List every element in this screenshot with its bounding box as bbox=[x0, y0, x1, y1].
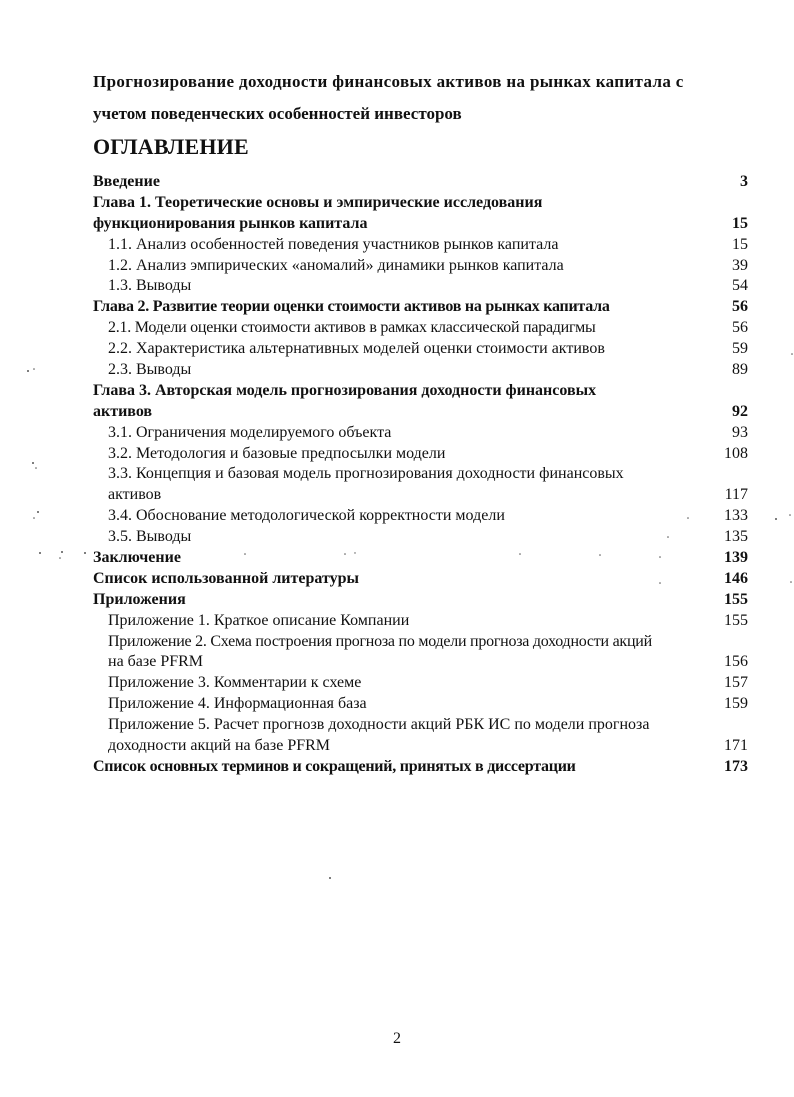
toc-entry-text: 3.2. Методология и базовые предпосылки модели bbox=[108, 444, 446, 462]
toc-entry-text: доходности акций на базе PFRM bbox=[108, 737, 331, 755]
toc-entry-text: Заключение bbox=[93, 549, 181, 567]
toc-entry-2-2 bbox=[93, 339, 748, 360]
toc-entry-3-3 bbox=[93, 464, 748, 485]
toc-entry-glossary bbox=[93, 757, 748, 778]
toc-entry-1-3 bbox=[93, 276, 748, 297]
toc-entry-page: 171 bbox=[724, 737, 748, 755]
toc-entry-page: 93 bbox=[732, 423, 748, 441]
toc-entry-appendix-4 bbox=[93, 694, 748, 715]
toc-entry-page: 135 bbox=[724, 528, 748, 546]
toc-entry-2-3 bbox=[93, 360, 748, 381]
toc-entry-page: 155 bbox=[724, 611, 748, 629]
toc-entry-3-4 bbox=[93, 506, 748, 527]
toc-entry-appendices bbox=[93, 590, 748, 611]
toc-entry-3-1 bbox=[93, 423, 748, 444]
toc-entry-text: Список основных терминов и сокращений, принятых в диссертации bbox=[93, 757, 576, 775]
toc-entry-appendix-2-cont bbox=[93, 652, 748, 673]
toc-entry-appendix-5-cont bbox=[93, 736, 748, 757]
toc-heading: ОГЛАВЛЕНИЕ bbox=[93, 134, 249, 159]
toc-entry-page: 39 bbox=[732, 256, 748, 274]
toc-entry-page: 173 bbox=[724, 757, 748, 775]
toc-entry-2-1 bbox=[93, 318, 748, 339]
toc-entry-text: 2.1. Модели оценки стоимости активов в рамках классической парадигмы bbox=[108, 319, 596, 337]
toc-entry-page: 15 bbox=[732, 214, 748, 232]
toc-entry-page: 56 bbox=[732, 319, 748, 337]
toc-entry-text: Приложение 4. Информационная база bbox=[108, 695, 367, 713]
toc-entry-1-2 bbox=[93, 256, 748, 277]
toc-entry-page: 54 bbox=[732, 277, 748, 295]
toc-entry-text: Приложение 3. Комментарии к схеме bbox=[108, 674, 362, 692]
toc-entry-text: 3.1. Ограничения моделируемого объекта bbox=[108, 423, 392, 441]
toc-entry-page: 56 bbox=[732, 298, 748, 316]
toc-entry-page: 159 bbox=[724, 695, 748, 713]
page-number: 2 bbox=[393, 1030, 401, 1047]
toc-entry-text: Приложения bbox=[93, 590, 186, 608]
toc-entry-appendix-1 bbox=[93, 611, 748, 632]
toc-entry-chapter-3-cont bbox=[93, 402, 748, 423]
toc-entry-page: 133 bbox=[724, 507, 748, 525]
toc-entry-introduction bbox=[93, 172, 748, 193]
toc-entry-text: активов bbox=[93, 402, 153, 420]
toc-entry-page: 139 bbox=[724, 549, 748, 567]
toc-entry-text: 1.2. Анализ эмпирических «аномалий» динамики рынков капитала bbox=[108, 256, 564, 274]
toc-entry-references bbox=[93, 569, 748, 590]
toc-entry-appendix-3 bbox=[93, 673, 748, 694]
toc-entry-page: 157 bbox=[724, 674, 748, 692]
toc-entry-1-1 bbox=[93, 235, 748, 256]
toc-entry-text: Приложение 5. Расчет прогнозв доходности акций РБК ИС по модели прогноза bbox=[108, 716, 650, 734]
toc-entry-text: Глава 3. Авторская модель прогнозирования доходности финансовых bbox=[93, 381, 597, 399]
toc-entry-page: 15 bbox=[732, 235, 748, 253]
toc-entry-text: 3.4. Обоснование методологической корректности модели bbox=[108, 507, 505, 525]
toc-entry-conclusion bbox=[93, 548, 748, 569]
toc-entry-text: Приложение 2. Схема построения прогноза по модели прогноза доходности акций bbox=[108, 632, 652, 650]
toc-entry-page: 146 bbox=[724, 569, 748, 587]
toc-entry-3-2 bbox=[93, 444, 748, 465]
toc-entry-text: функционирования рынков капитала bbox=[93, 214, 368, 232]
toc-entry-chapter-1 bbox=[93, 193, 748, 214]
toc-entry-page: 156 bbox=[724, 653, 748, 671]
toc-entry-page: 59 bbox=[732, 340, 748, 358]
toc-entry-text: Список использованной литературы bbox=[93, 569, 359, 587]
toc-entry-text: 2.2. Характеристика альтернативных моделей оценки стоимости активов bbox=[108, 340, 605, 358]
toc-entry-text: на базе PFRM bbox=[108, 653, 204, 671]
toc-entry-text: Глава 1. Теоретические основы и эмпирические исследования bbox=[93, 193, 543, 211]
toc-entry-text: 3.5. Выводы bbox=[108, 528, 192, 546]
toc-entry-text: активов bbox=[108, 486, 162, 504]
toc-entry-text: 1.3. Выводы bbox=[108, 277, 192, 295]
toc-entry-appendix-2 bbox=[93, 632, 748, 653]
document-title-line-2: учетом поведенческих особенностей инвесторов bbox=[93, 104, 462, 123]
toc-entry-page: 117 bbox=[724, 486, 748, 504]
table-of-contents bbox=[93, 172, 748, 778]
document-title-line-1: Прогнозирование доходности финансовых активов на рынках капитала с bbox=[93, 72, 684, 91]
toc-entry-page: 108 bbox=[724, 444, 748, 462]
toc-entry-text: 3.3. Концепция и базовая модель прогнозирования доходности финансовых bbox=[108, 465, 624, 483]
toc-entry-page: 155 bbox=[724, 590, 748, 608]
toc-entry-chapter-2 bbox=[93, 297, 748, 318]
toc-entry-chapter-3 bbox=[93, 381, 748, 402]
toc-entry-page: 92 bbox=[732, 402, 748, 420]
toc-entry-appendix-5 bbox=[93, 715, 748, 736]
toc-entry-page: 3 bbox=[740, 173, 748, 190]
toc-entry-3-5 bbox=[93, 527, 748, 548]
toc-entry-text: Введение bbox=[93, 173, 160, 190]
toc-entry-text: 2.3. Выводы bbox=[108, 361, 192, 379]
toc-entry-page: 89 bbox=[732, 361, 748, 379]
toc-entry-text: 1.1. Анализ особенностей поведения участников рынков капитала bbox=[108, 235, 559, 253]
toc-entry-text: Приложение 1. Краткое описание Компании bbox=[108, 611, 410, 629]
toc-entry-chapter-1-cont bbox=[93, 214, 748, 235]
toc-entry-text: Глава 2. Развитие теории оценки стоимости активов на рынках капитала bbox=[93, 298, 610, 316]
toc-entry-3-3-cont bbox=[93, 485, 748, 506]
